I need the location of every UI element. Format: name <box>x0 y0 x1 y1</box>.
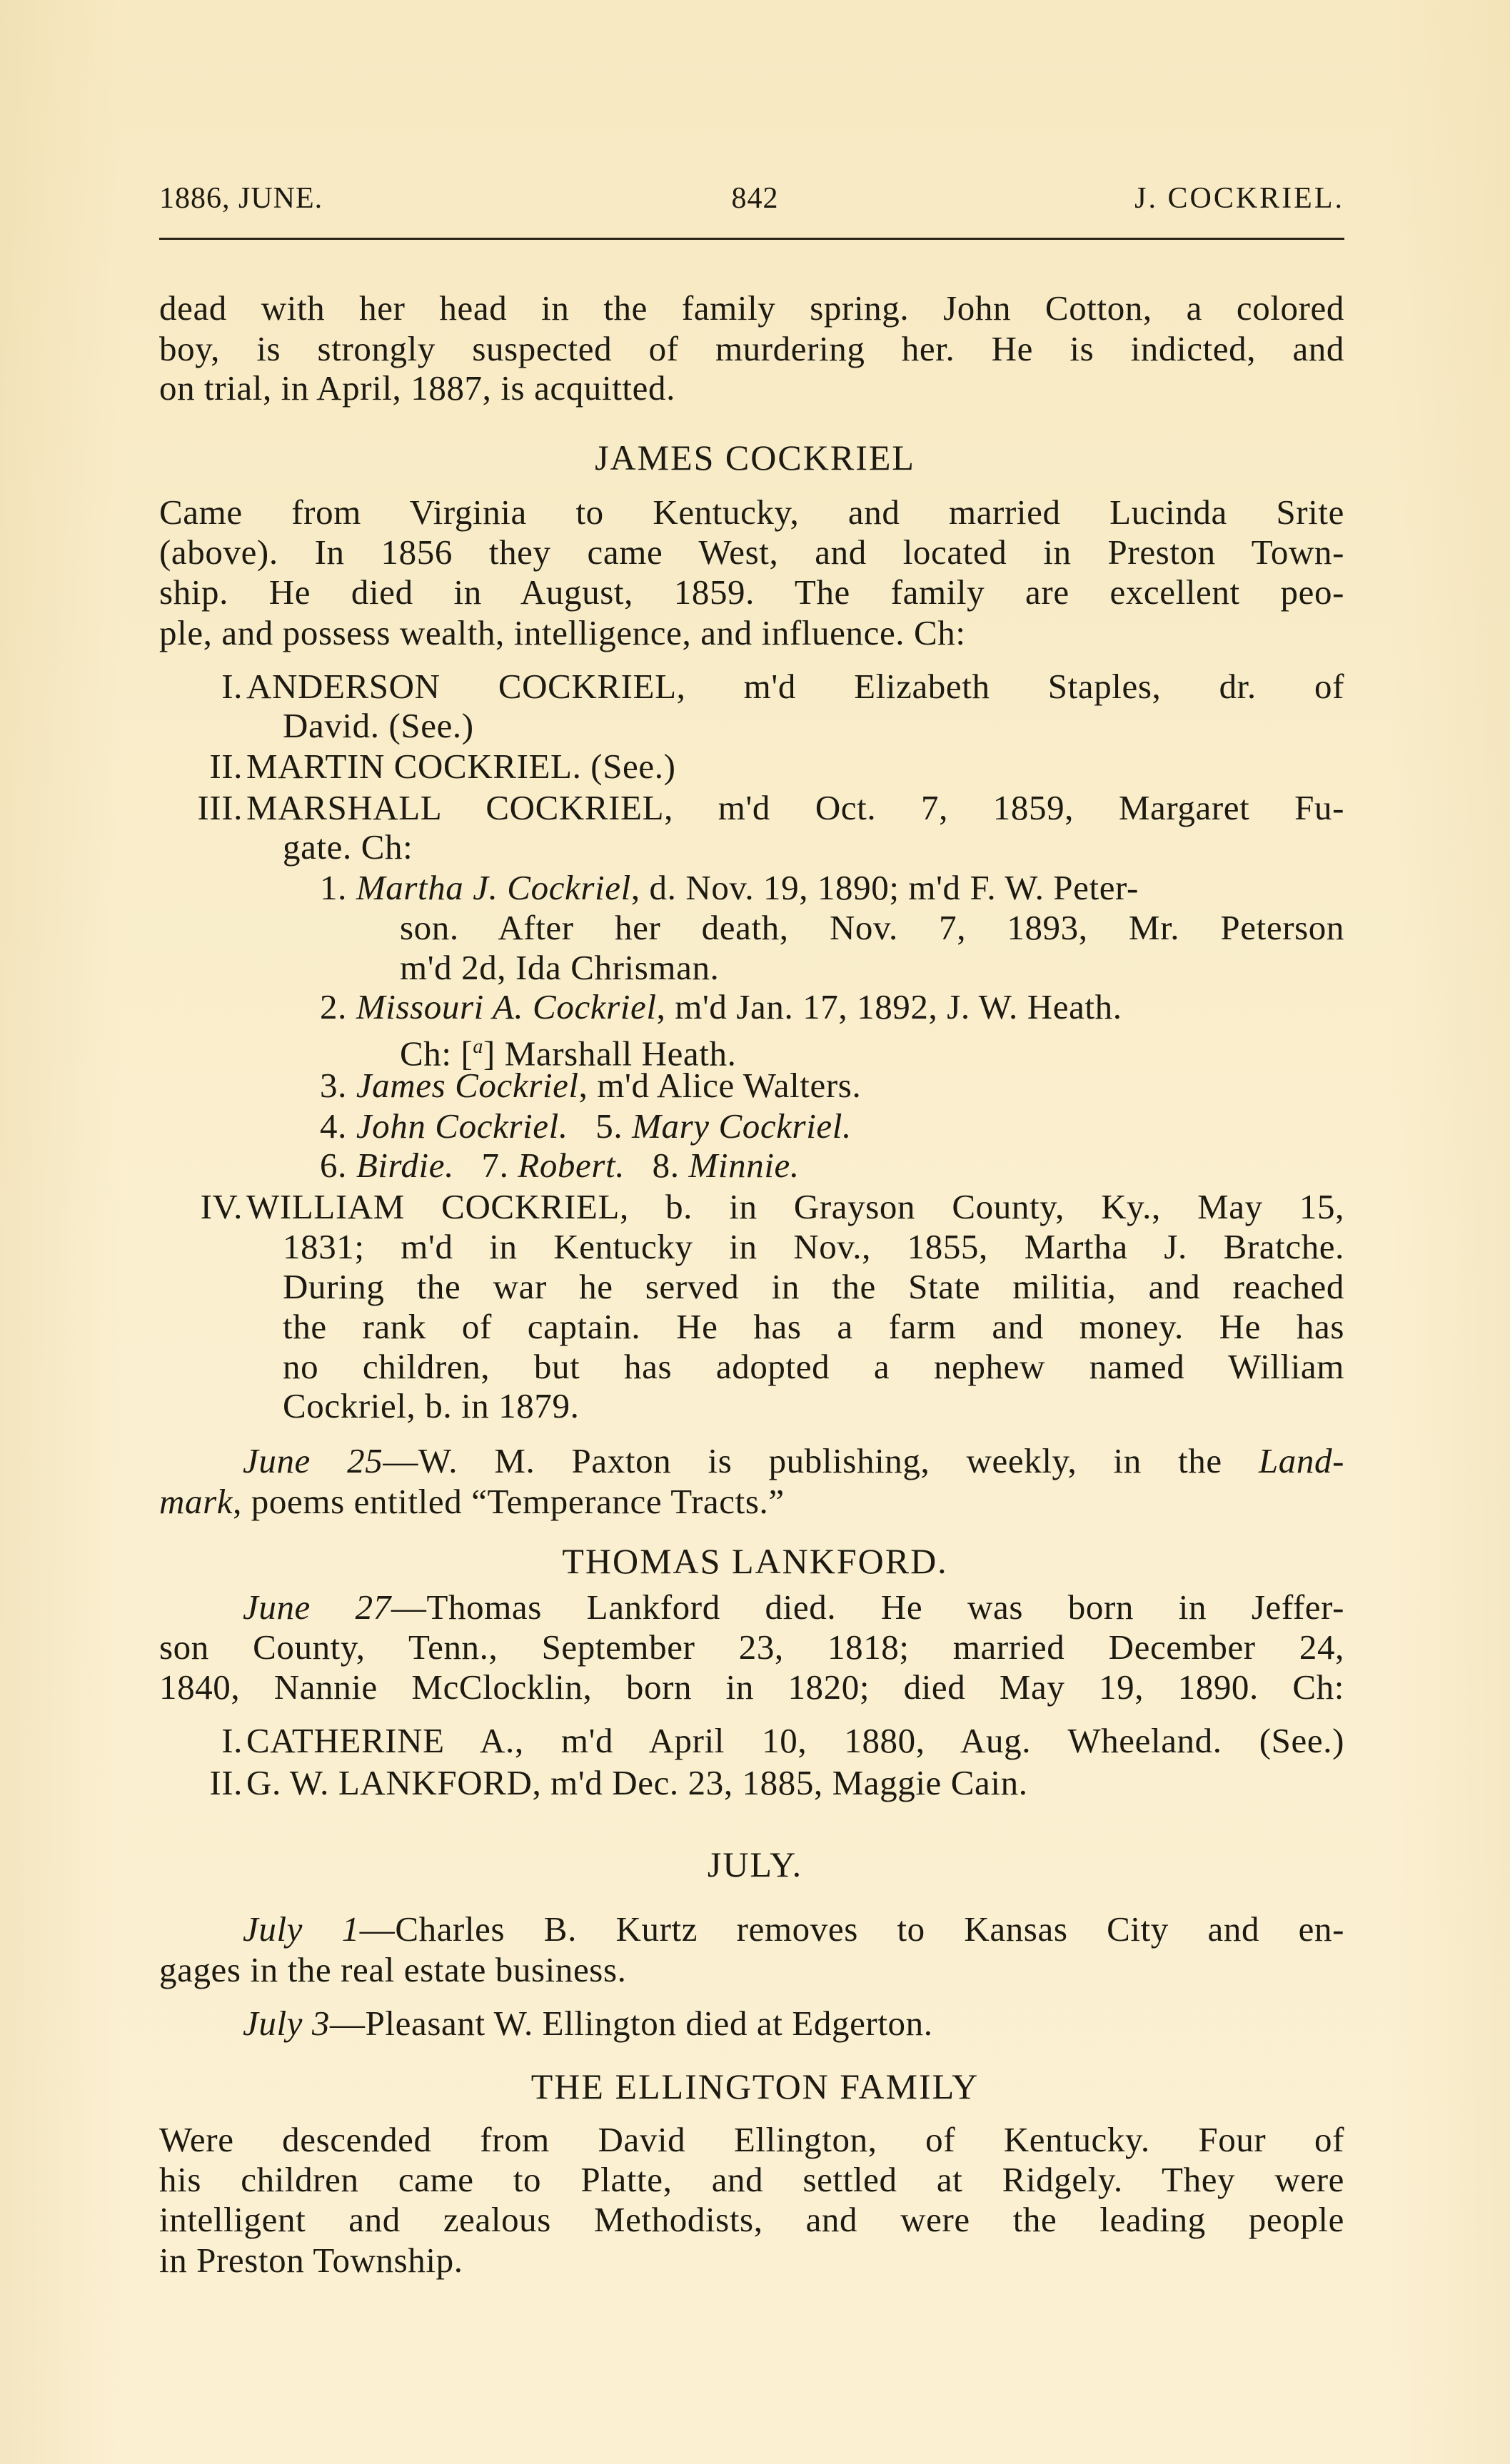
child-details: , m'd Jan. 17, 1892, J. W. Heath. <box>656 987 1122 1026</box>
header-rule <box>159 238 1344 240</box>
text-line: gages in the real estate business. <box>159 1950 627 1989</box>
child-number: 3. <box>320 1066 347 1105</box>
entry-date: July 1 <box>243 1909 360 1949</box>
text-line: son County, Tenn., September 23, 1818; married December 24, <box>159 1627 1344 1667</box>
publication-title: mark <box>159 1482 233 1521</box>
child-details: , m'd Alice Walters. <box>578 1066 862 1105</box>
list-numeral: I. <box>221 667 243 706</box>
list-numeral: II. <box>209 1763 243 1802</box>
list-item-text: CATHERINE A., m'd April 10, 1880, Aug. Wheeland. (See.) <box>246 1721 1344 1760</box>
child-name: Martha J. Cockriel <box>356 868 631 907</box>
child-name: John Cockriel. <box>356 1106 568 1146</box>
text-line: ple, and possess wealth, intelligence, and influence. Ch: <box>159 613 966 652</box>
child-number: 2. <box>320 987 347 1026</box>
list-numeral: III. <box>197 788 243 827</box>
entry-date: June 27 <box>243 1587 391 1627</box>
section-heading-james-cockriel: JAMES COCKRIEL <box>595 438 915 478</box>
text-line: 1840, Nannie McClocklin, born in 1820; died May 19, 1890. Ch: <box>159 1667 1344 1707</box>
text-fragment: Ch: [ <box>400 1034 473 1074</box>
list-item-text: G. W. LANKFORD, m'd Dec. 23, 1885, Maggie Cain. <box>246 1763 1028 1802</box>
running-head-subject: J. COCKRIEL. <box>1134 182 1344 215</box>
running-head-date: 1886, JUNE. <box>159 182 323 215</box>
child-number: 1. <box>320 868 347 907</box>
dated-entry-july-3 <box>243 2003 933 2044</box>
dated-entry-june-27 <box>243 1587 1344 1627</box>
entry-text: —W. M. Paxton is publishing, weekly, in the <box>383 1441 1259 1480</box>
child-entry <box>320 867 1139 908</box>
list-item-text: Cockriel, b. in 1879. <box>283 1386 580 1425</box>
dated-entry-july-1 <box>243 1909 1344 1949</box>
child-name: Robert. <box>518 1146 625 1185</box>
text-line: Were descended from David Ellington, of Kentucky. Four of <box>159 2120 1344 2159</box>
text-line <box>400 1026 737 1074</box>
entry-text: —Charles B. Kurtz removes to Kansas City and en- <box>359 1909 1344 1949</box>
text-fragment: ] Marshall Heath. <box>483 1034 737 1074</box>
child-name: James Cockriel <box>356 1066 579 1105</box>
child-name: Birdie. <box>356 1146 454 1185</box>
entry-text: —Pleasant W. Ellington died at Edgerton. <box>329 2004 933 2043</box>
text-line: boy, is strongly suspected of murdering her. He is indicted, and <box>159 329 1344 368</box>
text-line: ship. He died in August, 1859. The family are excellent peo- <box>159 572 1344 612</box>
list-item-text: MARSHALL COCKRIEL, m'd Oct. 7, 1859, Margaret Fu- <box>246 788 1344 827</box>
list-item-text: 1831; m'd in Kentucky in Nov., 1855, Martha J. Bratche. <box>283 1227 1344 1266</box>
child-details: , d. Nov. 19, 1890; m'd F. W. Peter- <box>630 868 1139 907</box>
list-numeral: II. <box>209 747 243 786</box>
text-line: (above). In 1856 they came West, and located in Preston Town- <box>159 532 1344 572</box>
child-number: 5. <box>595 1106 623 1146</box>
text-line: intelligent and zealous Methodists, and were the leading people <box>159 2200 1344 2239</box>
list-item-text: During the war he served in the State militia, and reached <box>283 1267 1344 1306</box>
entry-text: , poems entitled “Temperance Tracts.” <box>233 1482 785 1521</box>
child-name: Minnie. <box>688 1146 800 1185</box>
child-entry <box>320 986 1122 1027</box>
text-line <box>159 1481 785 1522</box>
text-line: his children came to Platte, and settled at Ridgely. They were <box>159 2160 1344 2199</box>
entry-text: —Thomas Lankford died. He was born in Jeffer- <box>391 1587 1344 1627</box>
list-item-text: WILLIAM COCKRIEL, b. in Grayson County, Ky., May 15, <box>246 1187 1344 1226</box>
list-item-text: the rank of captain. He has a farm and money. He has <box>283 1307 1344 1346</box>
list-numeral: IV. <box>200 1187 243 1226</box>
text-line: m'd 2d, Ida Chrisman. <box>400 948 720 987</box>
publication-title: Land- <box>1258 1441 1344 1480</box>
child-number: 4. <box>320 1106 347 1146</box>
child-number: 7. <box>481 1146 509 1185</box>
list-item-text: ANDERSON COCKRIEL, m'd Elizabeth Staples, dr. of <box>246 667 1344 706</box>
entry-date: July 3 <box>243 2004 330 2043</box>
list-item-text: no children, but has adopted a nephew named William <box>283 1347 1344 1386</box>
text-line: son. After her death, Nov. 7, 1893, Mr. Peterson <box>400 908 1344 947</box>
child-entry-row <box>320 1145 800 1186</box>
section-heading-thomas-lankford: THOMAS LANKFORD. <box>562 1541 948 1581</box>
entry-date: June 25 <box>243 1441 383 1480</box>
text-line: on trial, in April, 1887, is acquitted. <box>159 368 675 408</box>
child-name: Mary Cockriel. <box>632 1106 852 1146</box>
child-number: 8. <box>652 1146 680 1185</box>
section-heading-ellington-family: THE ELLINGTON FAMILY <box>530 2066 980 2106</box>
list-item-text: MARTIN COCKRIEL. (See.) <box>246 747 676 786</box>
page-number: 842 <box>731 182 779 215</box>
child-name: Missouri A. Cockriel <box>356 987 657 1026</box>
child-entry-row <box>320 1106 852 1146</box>
dated-entry-june-25 <box>243 1440 1344 1481</box>
section-heading-july: JULY. <box>707 1844 803 1884</box>
text-line: Came from Virginia to Kentucky, and married Lucinda Srite <box>159 493 1344 532</box>
footnote-marker: a <box>473 1036 483 1058</box>
list-numeral: I. <box>221 1721 243 1760</box>
list-item-text: gate. Ch: <box>283 827 413 867</box>
text-line: in Preston Township. <box>159 2241 463 2280</box>
child-number: 6. <box>320 1146 347 1185</box>
text-line: dead with her head in the family spring. John Cotton, a colored <box>159 288 1344 328</box>
child-entry <box>320 1065 861 1106</box>
list-item-text: David. (See.) <box>283 706 474 745</box>
